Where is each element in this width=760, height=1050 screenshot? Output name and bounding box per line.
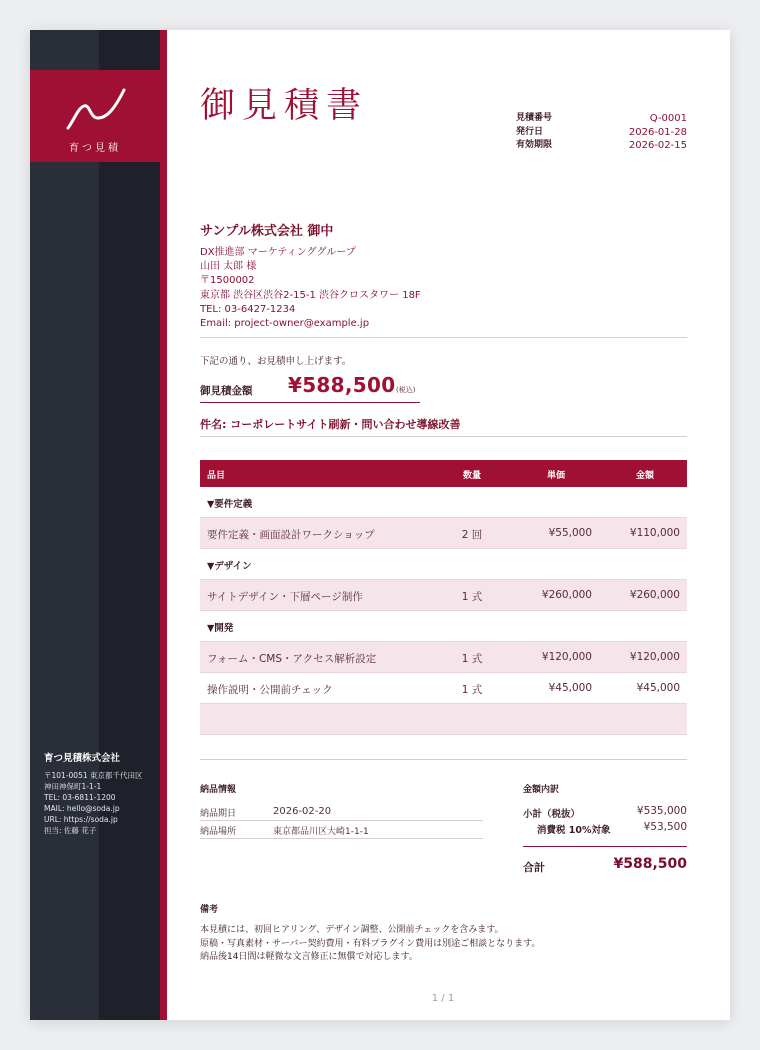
- item-price: ¥55,000: [548, 527, 592, 539]
- table-row: [200, 518, 687, 549]
- issuer-name: 育つ見積株式会社: [44, 753, 121, 764]
- item-amount: ¥110,000: [629, 527, 680, 539]
- document-title: 御見積書: [200, 86, 369, 126]
- group-name: ▼デザイン: [207, 561, 252, 572]
- group-name: ▼開発: [207, 623, 234, 634]
- meta-row: [516, 112, 687, 126]
- item-qty: 1 式: [461, 684, 483, 696]
- notes: [200, 902, 687, 965]
- issuer-contact: 担当: 佐藤 花子: [44, 826, 97, 835]
- item-price: ¥120,000: [541, 651, 592, 663]
- total-value: ¥588,500: [288, 373, 396, 397]
- item-qty: 1 式: [461, 653, 483, 665]
- breakdown-title: 金額内訳: [523, 785, 560, 795]
- meta-label: 発行日: [516, 126, 544, 137]
- table-empty-row: [200, 704, 687, 735]
- intro-text: 下記の通り、お見積申し上げます。: [200, 356, 352, 367]
- notes-title: 備考: [200, 905, 219, 915]
- item-price: ¥45,000: [548, 682, 592, 694]
- table-group-row: [200, 549, 687, 580]
- item-name: 要件定義・画面設計ワークショップ: [207, 529, 375, 541]
- divider: [200, 759, 687, 760]
- total-label: 御見積金額: [200, 385, 253, 397]
- header-item: 品目: [207, 471, 226, 481]
- note-line: 納品後14日間は軽微な文言修正に無償で対応します。: [200, 952, 418, 962]
- meta-label: 見積番号: [516, 113, 553, 123]
- table-group-row: [200, 487, 687, 518]
- sidebar: [30, 30, 160, 1020]
- grand-total-value: ¥588,500: [613, 856, 687, 872]
- tax-row: [523, 820, 687, 836]
- meta-value: 2026-02-15: [628, 140, 687, 151]
- page-number: 1 / 1: [431, 993, 455, 1004]
- item-amount: ¥120,000: [629, 651, 680, 663]
- delivery-label: 納品場所: [200, 827, 237, 837]
- item-qty: 2 回: [461, 529, 483, 541]
- issuer-address-2: 神田神保町1-1-1: [44, 782, 102, 791]
- note-line: 本見積には、初回ヒアリング、デザイン調整、公開前チェックを含みます。: [200, 925, 504, 935]
- amount-breakdown: [523, 782, 687, 877]
- table-row: [200, 642, 687, 673]
- subtotal-label: 小計（税抜）: [523, 809, 581, 820]
- table-group-row: [200, 611, 687, 642]
- client-email: Email: project-owner@example.jp: [200, 318, 370, 330]
- delivery-title: 納品情報: [200, 785, 237, 795]
- header-qty: 数量: [462, 471, 481, 481]
- item-name: フォーム・CMS・アクセス解析設定: [207, 653, 377, 665]
- item-amount: ¥45,000: [636, 682, 680, 694]
- table-header: [200, 460, 687, 487]
- table-row: [200, 673, 687, 704]
- meta-row: [516, 139, 687, 153]
- delivery-value: 2026-02-20: [273, 806, 332, 817]
- item-amount: ¥260,000: [629, 589, 680, 601]
- delivery-info: [200, 782, 483, 839]
- delivery-label: 納品期日: [200, 809, 237, 819]
- client-tel: TEL: 03-6427-1234: [200, 303, 296, 315]
- logo-text: 育つ見積: [69, 143, 121, 154]
- client-name: サンプル株式会社 御中: [200, 224, 334, 239]
- issuer-url: URL: https://soda.jp: [44, 815, 118, 824]
- issuer-tel: TEL: 03-6811-1200: [44, 793, 116, 802]
- client-department: DX推進部 マーケティンググループ: [200, 247, 356, 258]
- client-address: 東京都 渋谷区渋谷2-15-1 渋谷クロスタワー 18F: [200, 289, 421, 301]
- item-qty: 1 式: [461, 591, 483, 603]
- growth-chart-icon: [64, 84, 128, 134]
- item-name: 操作説明・公開前チェック: [207, 684, 333, 696]
- delivery-value: 東京都品川区大崎1-1-1: [273, 827, 369, 837]
- grand-total-label: 合計: [523, 861, 545, 874]
- tax-label: 消費税 10%対象: [537, 825, 611, 836]
- client-block: [200, 220, 687, 331]
- grand-total-row: [523, 846, 687, 877]
- header-amount: 金額: [635, 471, 654, 481]
- subtotal-row: [523, 804, 687, 820]
- delivery-row: [200, 803, 483, 821]
- accent-stripe: [160, 30, 167, 1020]
- group-name: ▼要件定義: [207, 499, 253, 510]
- note-line: 原稿・写真素材・サーバー契約費用・有料プラグイン費用は別途ご相談となります。: [200, 938, 541, 949]
- divider: [200, 337, 687, 338]
- issuer-address-1: 〒101-0051 東京都千代田区: [44, 771, 143, 780]
- client-postal: 〒1500002: [200, 275, 255, 287]
- quote-page: [30, 30, 730, 1020]
- tax-note: (税込): [396, 386, 416, 394]
- meta-row: [516, 126, 687, 140]
- meta-value: Q-0001: [649, 113, 687, 124]
- total-summary: [200, 372, 420, 403]
- issuer-company: [44, 750, 143, 836]
- subject: 件名: コーポレートサイト刷新・問い合わせ導線改善: [200, 418, 461, 431]
- item-name: サイトデザイン・下層ページ制作: [207, 591, 363, 603]
- logo: [30, 70, 160, 162]
- header-price: 単価: [546, 471, 565, 481]
- tax-value: ¥53,500: [643, 821, 687, 833]
- item-price: ¥260,000: [541, 589, 592, 601]
- client-person: 山田 太郎 様: [200, 261, 257, 273]
- meta-value: 2026-01-28: [628, 126, 687, 138]
- meta-label: 有効期限: [516, 140, 553, 150]
- delivery-row: [200, 821, 483, 839]
- subtotal-value: ¥535,000: [636, 805, 687, 817]
- items-table: [200, 460, 687, 735]
- table-row: [200, 580, 687, 611]
- divider: [200, 436, 687, 437]
- document-meta: [516, 112, 687, 153]
- issuer-mail: MAIL: hello@soda.jp: [44, 804, 120, 813]
